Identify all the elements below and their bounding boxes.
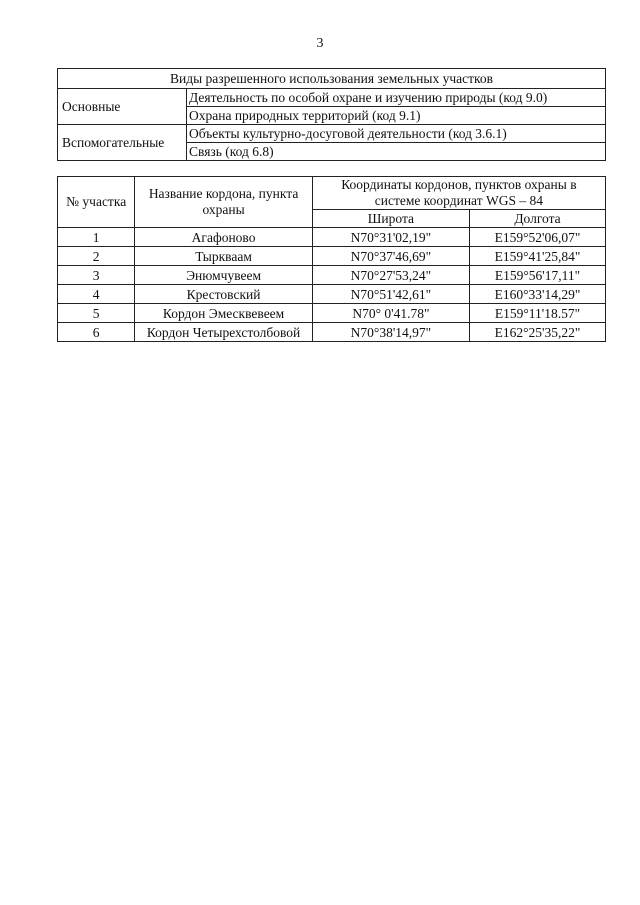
- row-number: 3: [58, 266, 135, 285]
- row-latitude: N70° 0'41.78": [312, 304, 469, 323]
- table-row: [58, 247, 606, 266]
- row-name: Агафоново: [135, 228, 312, 247]
- row-latitude: N70°51'42,61": [312, 285, 469, 304]
- category-main: Основные: [58, 89, 187, 125]
- table-row: [58, 285, 606, 304]
- row-name: Кордон Эмесквевеем: [135, 304, 312, 323]
- row-number: 1: [58, 228, 135, 247]
- header-number: № участка: [58, 177, 135, 228]
- table-header-row: [58, 177, 606, 210]
- row-latitude: N70°37'46,69": [312, 247, 469, 266]
- row-latitude: N70°31'02,19": [312, 228, 469, 247]
- table-row: [58, 323, 606, 342]
- header-name: Название кордона, пункта охраны: [135, 177, 312, 228]
- land-use-title: Виды разрешенного использования земельных участков: [58, 69, 606, 89]
- header-latitude: Широта: [312, 210, 469, 228]
- row-name: Кордон Четырехстолбовой: [135, 323, 312, 342]
- table-row: [58, 228, 606, 247]
- row-longitude: E159°56'17,11": [470, 266, 606, 285]
- row-longitude: E160°33'14,29": [470, 285, 606, 304]
- table-row: [58, 266, 606, 285]
- table-row: [58, 304, 606, 323]
- row-longitude: E162°25'35,22": [470, 323, 606, 342]
- row-name: Крестовский: [135, 285, 312, 304]
- row-number: 2: [58, 247, 135, 266]
- row-name: Тыркваам: [135, 247, 312, 266]
- table-header-row: [58, 69, 606, 89]
- table-row: [58, 125, 606, 143]
- row-longitude: E159°52'06,07": [470, 228, 606, 247]
- row-name: Энюмчувеем: [135, 266, 312, 285]
- land-use-item: Деятельность по особой охране и изучению природы (код 9.0): [187, 89, 606, 107]
- row-number: 4: [58, 285, 135, 304]
- land-use-item: Объекты культурно-досуговой деятельности (код 3.6.1): [187, 125, 606, 143]
- land-use-item: Охрана природных территорий (код 9.1): [187, 107, 606, 125]
- header-longitude: Долгота: [470, 210, 606, 228]
- table-row: [58, 89, 606, 107]
- header-coordinates: Координаты кордонов, пунктов охраны в системе координат WGS – 84: [312, 177, 605, 210]
- row-latitude: N70°27'53,24": [312, 266, 469, 285]
- category-auxiliary: Вспомогательные: [58, 125, 187, 161]
- row-number: 6: [58, 323, 135, 342]
- land-use-table: [57, 68, 606, 161]
- page-number: 3: [316, 36, 324, 51]
- row-longitude: E159°11'18.57": [470, 304, 606, 323]
- land-use-item: Связь (код 6.8): [187, 143, 606, 161]
- cordon-table: [57, 176, 606, 342]
- row-latitude: N70°38'14,97": [312, 323, 469, 342]
- row-number: 5: [58, 304, 135, 323]
- row-longitude: E159°41'25,84": [470, 247, 606, 266]
